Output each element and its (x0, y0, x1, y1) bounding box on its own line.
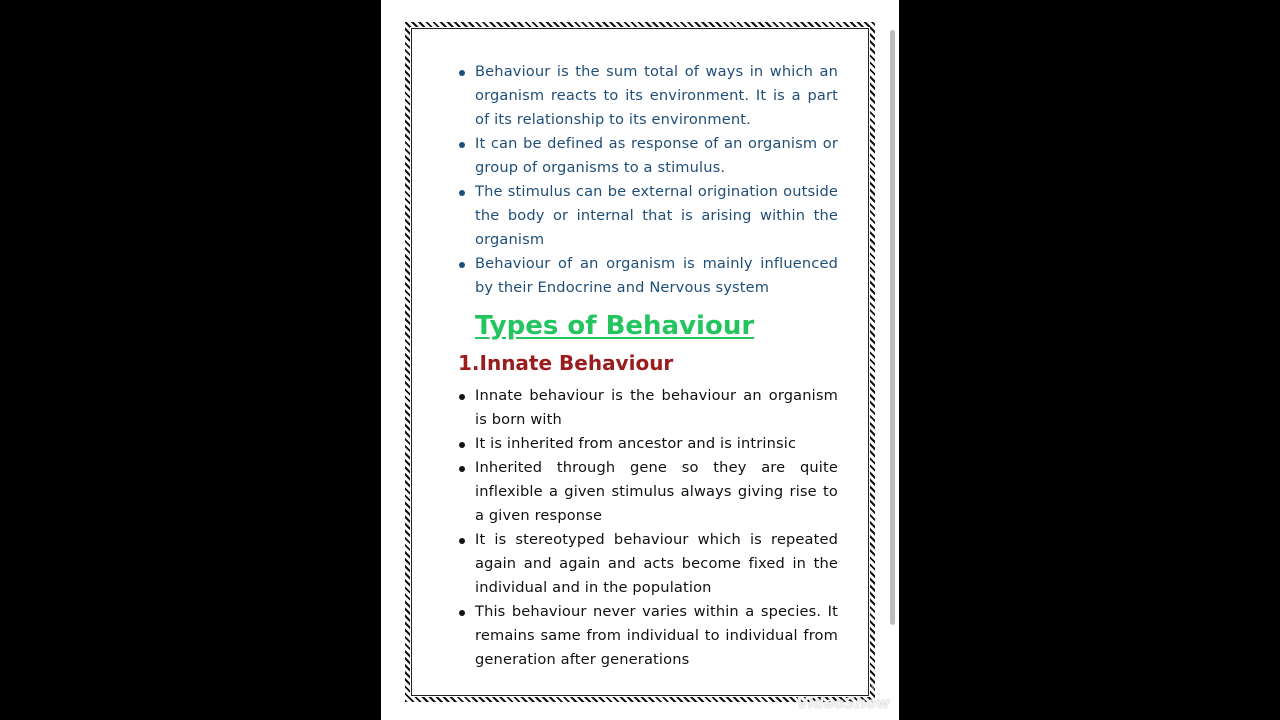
list-item: It is inherited from ancestor and is intrinsic (458, 432, 838, 456)
scrollbar[interactable] (890, 30, 895, 625)
intro-list (458, 60, 838, 300)
document-content (458, 60, 838, 672)
list-item: The stimulus can be external origination outside the body or internal that is arising within the organism (458, 180, 838, 252)
watermark-logo-text: VideoShow (796, 694, 890, 712)
list-item: It is stereotyped behaviour which is repeated again and again and acts become fixed in the individual and in the population (458, 528, 838, 600)
watermark-line1: Made with (843, 684, 890, 694)
watermark (790, 684, 890, 712)
list-item: This behaviour never varies within a species. It remains same from individual to individual from generation after generations (458, 600, 838, 672)
document-page (381, 0, 899, 720)
list-item: Innate behaviour is the behaviour an organism is born with (458, 384, 838, 432)
list-item: It can be defined as response of an organism or group of organisms to a stimulus. (458, 132, 838, 180)
innate-list (458, 384, 838, 672)
list-item: Behaviour is the sum total of ways in which an organism reacts to its environment. It is a part of its relationship to its environment. (458, 60, 838, 132)
list-item: Behaviour of an organism is mainly influenced by their Endocrine and Nervous system (458, 252, 838, 300)
subsection-title: 1.Innate Behaviour (458, 351, 674, 375)
list-item: Inherited through gene so they are quite inflexible a given stimulus always giving rise to a given response (458, 456, 838, 528)
section-title: Types of Behaviour (475, 311, 755, 341)
